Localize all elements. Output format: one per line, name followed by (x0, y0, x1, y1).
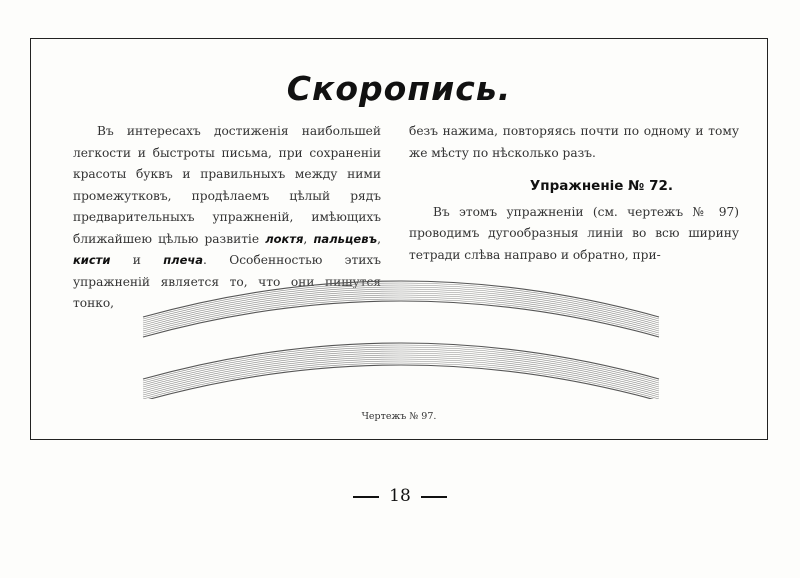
arc-stroke (143, 287, 659, 323)
arc-stroke (143, 365, 659, 399)
page-number-value: 18 (389, 486, 411, 506)
emphasis-shoulder: плеча (163, 253, 204, 267)
figure-caption: Чертежъ № 97. (361, 411, 437, 422)
emphasis-fingers: пальцевъ (313, 231, 378, 246)
intro-text: Въ интересахъ достиженія наибольшей легкости и быстроты письма, при сохраненіи красоты буквъ и правильныхъ между ними промежутковъ, продѣлаемъ цѣлый рядъ предварительныхъ упражненій, имѣющихъ ближайшею цѣлью развитіе (73, 124, 381, 246)
exercise-heading: Упражненіе № 72. (529, 178, 673, 194)
arc-stroke (143, 353, 659, 389)
separator: , (377, 231, 382, 246)
right-column (409, 121, 739, 266)
arc-figure (131, 279, 671, 399)
exercise-paragraph: Въ этомъ упражненіи (см. чертежъ № 97) проводимъ дугообразныя линіи во всю ширину тетради слѣва направо и обратно, при- (409, 204, 739, 262)
arc-bottom (143, 343, 659, 399)
page-title: Скоропись. (286, 69, 512, 108)
conjunction: и (110, 253, 164, 267)
dash-left (353, 496, 379, 498)
arc-stroke (143, 285, 659, 321)
arc-stroke (143, 289, 659, 325)
continuation-paragraph: безъ нажима, повторяясь почти по одному и тому же мѣсту по нѣсколько разъ. (409, 124, 739, 160)
emphasis-wrist: кисти (73, 253, 111, 267)
arc-top (143, 281, 659, 337)
arc-stroke (143, 351, 659, 387)
intro-text-end: . Особенностью этихъ упражненій является то, что они пишутся тонко, (73, 253, 381, 310)
dash-right (421, 496, 447, 498)
arc-stroke (143, 349, 659, 385)
page-number (0, 486, 800, 506)
page-frame (30, 38, 768, 440)
emphasis-elbow: локтя (265, 231, 304, 246)
arc-stroke (143, 291, 659, 327)
separator: , (303, 231, 314, 246)
